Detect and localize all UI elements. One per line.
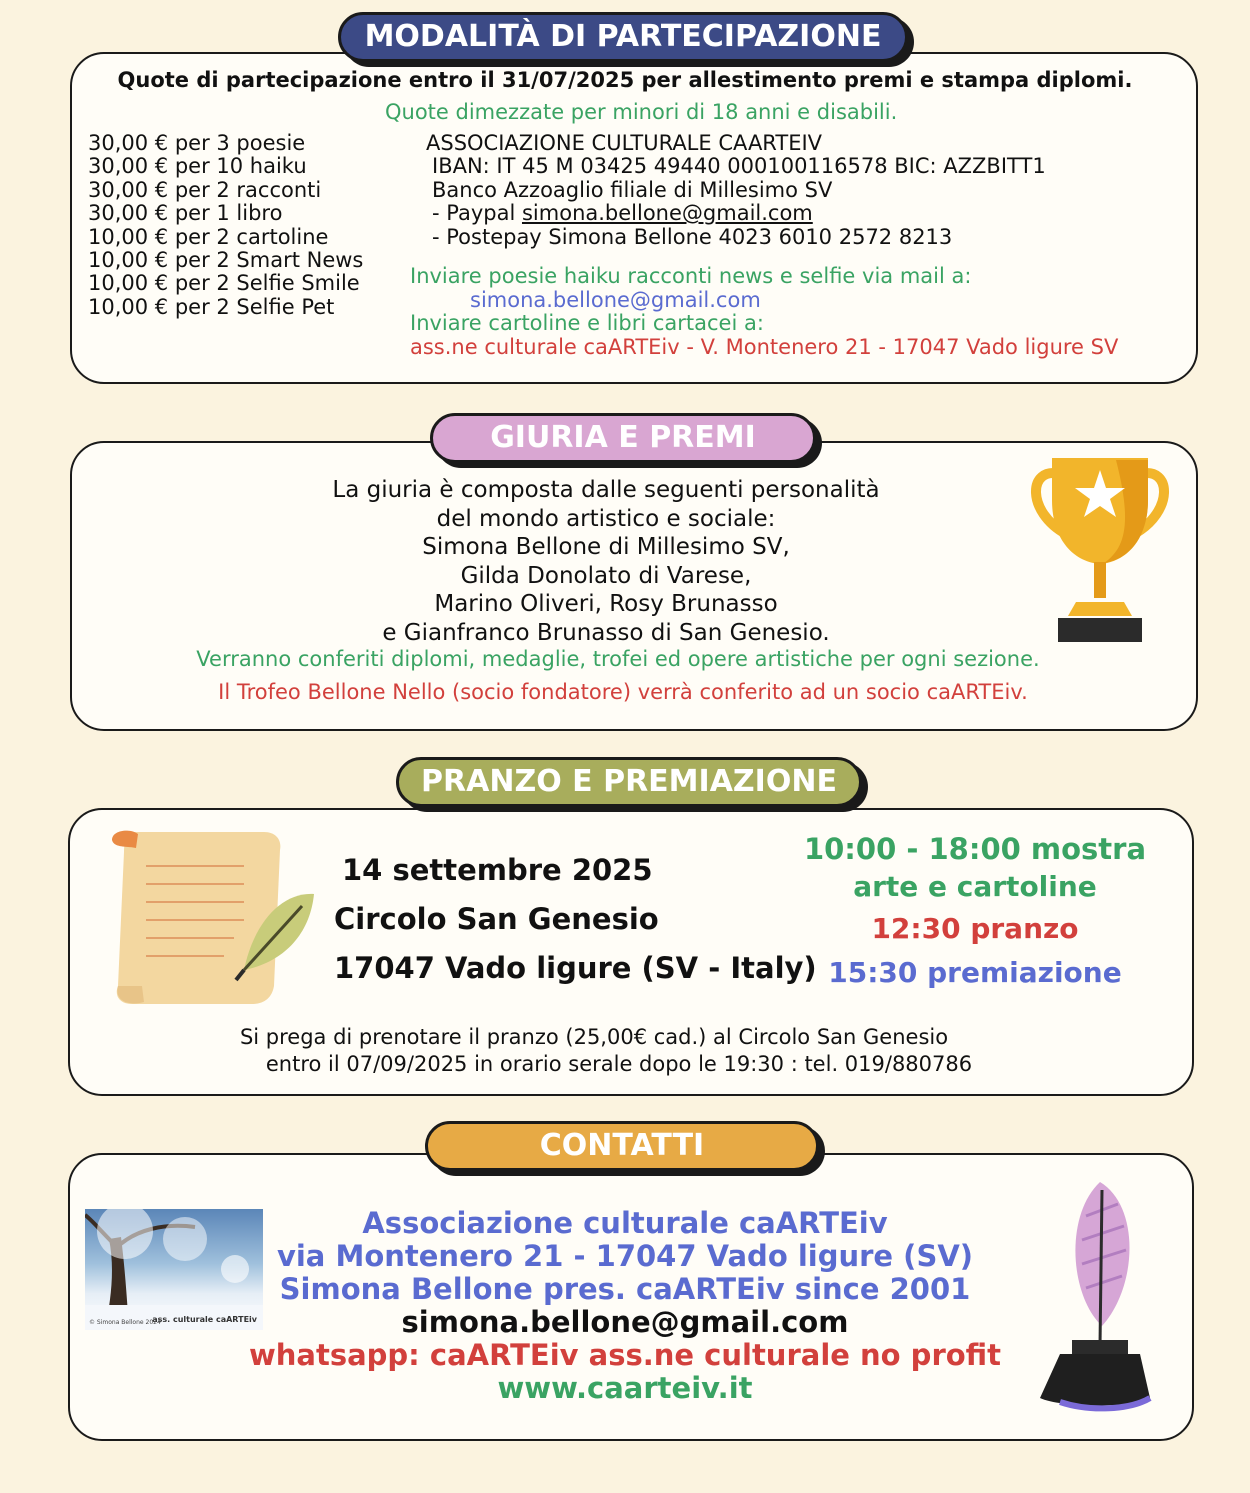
booking-line: Si prega di prenotare il pranzo (25,00€ cad.) al Circolo San Genesio	[239, 1025, 949, 1049]
photo-credit: © Simona Bellone 2024	[89, 1319, 161, 1326]
trophy-icon	[1020, 452, 1180, 644]
iban-text: IBAN: IT 45 M 03425 49440 000100116578 BIC: AZZBITT1	[432, 154, 1046, 179]
jury-line: Simona Bellone di Millesimo SV,	[422, 534, 790, 560]
discount-text: Quote dimezzate per minori di 18 anni e disabili.	[385, 100, 898, 124]
contact-address: via Montenero 21 - 17047 Vado ligure (SV)	[276, 1239, 974, 1273]
send-post-address: ass.ne culturale caARTEiv - V. Montenero 21 - 17047 Vado ligure SV	[410, 335, 1119, 359]
price-item: 30,00 € per 2 racconti	[88, 177, 322, 202]
booking-line: entro il 07/09/2025 in orario serale dopo le 19:30 : tel. 019/880786	[265, 1052, 973, 1076]
jury-heading: GIURIA E PREMI	[430, 413, 816, 463]
send-mail-label: Inviare poesie haiku racconti news e selfie via mail a:	[410, 264, 972, 288]
price-item: 10,00 € per 2 Selfie Pet	[88, 294, 335, 319]
jury-line: Marino Oliveri, Rosy Brunasso	[434, 591, 778, 617]
jury-line: del mondo artistico e sociale:	[436, 505, 776, 532]
contact-name: Associazione culturale caARTEiv	[362, 1206, 888, 1240]
contacts-heading: CONTATTI	[425, 1121, 819, 1171]
contact-president: Simona Bellone pres. caARTEiv since 2001	[279, 1272, 971, 1306]
jury-line: La giuria è composta dalle seguenti personalità	[332, 477, 880, 503]
exhibit-desc: arte e cartoline	[853, 870, 1097, 903]
postepay-text: - Postepay Simona Bellone 4023 6010 2572 8213	[432, 224, 953, 249]
deadline-text: Quote di partecipazione entro il 31/07/2025 per allestimento premi e stampa diplomi.	[117, 68, 1133, 92]
photo-caption: ass. culturale caARTEiv	[152, 1315, 257, 1324]
price-item: 10,00 € per 2 Smart News	[88, 248, 364, 273]
jury-line: e Gianfranco Brunasso di San Genesio.	[382, 619, 830, 646]
association-name: ASSOCIAZIONE CULTURALE CAARTEIV	[426, 131, 823, 155]
paypal-label: - Paypal	[432, 201, 522, 226]
bank-text: Banco Azzoaglio filiale di Millesimo SV	[432, 177, 833, 202]
schedule	[800, 830, 1150, 994]
awards-text: Verranno conferiti diplomi, medaglie, trofei ed opere artistiche per ogni sezione.	[196, 647, 1040, 671]
send-mail-email[interactable]: simona.bellone@gmail.com	[470, 288, 761, 312]
payment-info	[426, 132, 1046, 249]
participation-heading: MODALITÀ DI PARTECIPAZIONE	[338, 12, 908, 62]
price-item: 30,00 € per 3 poesie	[88, 131, 306, 155]
price-item: 10,00 € per 2 cartoline	[88, 224, 329, 249]
price-item: 30,00 € per 1 libro	[88, 201, 283, 226]
award-time: 15:30 premiazione	[828, 956, 1122, 989]
contact-email[interactable]: simona.bellone@gmail.com	[401, 1305, 849, 1339]
event-city: 17047 Vado ligure (SV - Italy)	[334, 951, 817, 985]
lunch-time: 12:30 pranzo	[871, 912, 1079, 945]
paypal-line	[426, 202, 1046, 225]
send-post-label: Inviare cartoline e libri cartacei a:	[410, 311, 764, 335]
contact-whatsapp[interactable]: whatsapp: caARTEiv ass.ne culturale no profit	[248, 1338, 1002, 1372]
contact-details	[230, 1207, 1020, 1405]
event-details	[334, 846, 817, 993]
exhibit-time: 10:00 - 18:00 mostra	[803, 832, 1147, 866]
jury-members	[206, 476, 1006, 647]
contact-website[interactable]: www.caarteiv.it	[497, 1371, 753, 1405]
quill-inkwell-icon	[1030, 1176, 1160, 1416]
price-item: 10,00 € per 2 Selfie Smile	[88, 271, 360, 296]
price-item: 30,00 € per 10 haiku	[88, 154, 307, 179]
jury-line: Gilda Donolato di Varese,	[460, 562, 752, 589]
price-list	[88, 132, 363, 319]
event-venue: Circolo San Genesio	[334, 902, 659, 936]
event-date: 14 settembre 2025	[342, 853, 653, 887]
trophy-text: Il Trofeo Bellone Nello (socio fondatore) verrà conferito ad un socio caARTEiv.	[218, 680, 1028, 704]
paypal-email-link[interactable]: simona.bellone@gmail.com	[521, 201, 813, 226]
lunch-heading: PRANZO E PREMIAZIONE	[396, 757, 862, 807]
scroll-quill-icon	[104, 826, 320, 1008]
booking-info	[0, 1024, 1188, 1078]
